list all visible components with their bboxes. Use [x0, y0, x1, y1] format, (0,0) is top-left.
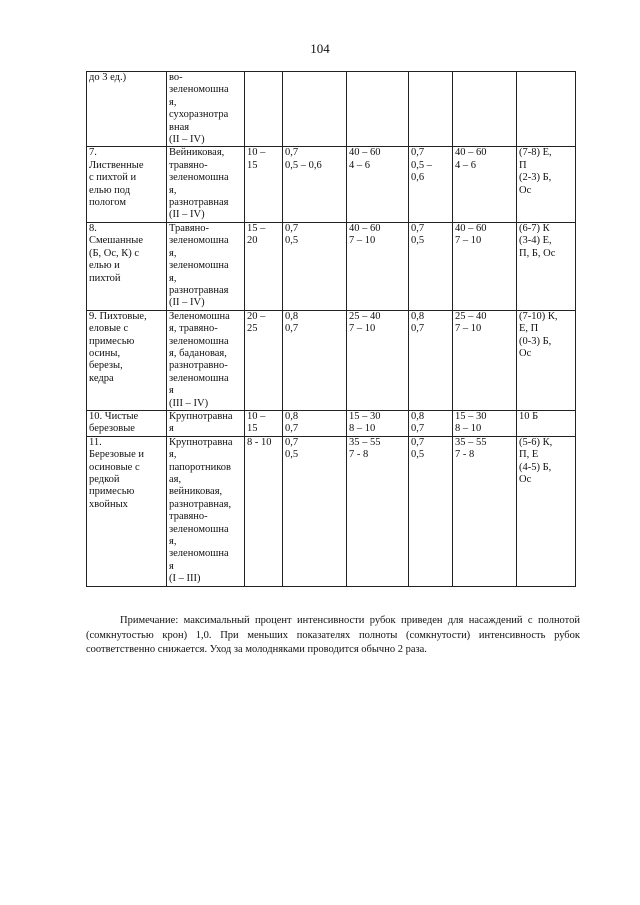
cell-text-line: 7. — [89, 147, 97, 159]
table-cell — [517, 310, 576, 410]
table-row — [87, 222, 576, 310]
table-cell — [283, 436, 347, 586]
table-cell — [283, 222, 347, 310]
cell-text-line: сухоразнотра — [169, 109, 229, 121]
table-cell — [87, 410, 167, 436]
cell-text-line: я, — [169, 184, 177, 196]
cell-text-line: я — [169, 423, 174, 435]
cell-text-line: Ос — [519, 184, 532, 196]
footnote: Примечание: максимальный процент интенсивности рубок приведен для насаждений с полнотой (сомкнутостью крон) 1,0. При меньших показателях полноты (сомкнутости) интенсивность рубок соответственно снижается. Уход за молодняками проводится обычно 2 раза. — [86, 615, 580, 655]
cell-text-line: 25 – 40 — [349, 310, 381, 322]
cell-text-line: (II – IV) — [169, 209, 205, 221]
table-cell — [283, 72, 347, 147]
table-cell — [453, 72, 517, 147]
cell-text-line: разнотравно- — [169, 360, 228, 372]
table-cell — [245, 147, 283, 222]
table-cell — [245, 310, 283, 410]
cell-text-line: травяно- — [169, 511, 208, 523]
table-cell — [453, 222, 517, 310]
page-number: 104 — [310, 41, 330, 56]
table-row — [87, 72, 576, 147]
cell-text-line: 10 – — [247, 147, 266, 159]
table-cell — [409, 410, 453, 436]
cell-text-line: 0,5 — [411, 235, 425, 247]
cell-text-line: 40 – 60 — [349, 222, 381, 234]
cell-text-line: зеленомошна — [169, 335, 229, 347]
table-cell — [283, 310, 347, 410]
table-cell — [409, 72, 453, 147]
cell-text-line: разнотравная — [169, 284, 229, 296]
cell-text-line: пологом — [89, 197, 126, 209]
table-cell — [245, 410, 283, 436]
cell-text-line: (Б, Ос, К) с — [89, 247, 140, 259]
cell-text-line: Вейниковая, — [169, 147, 225, 159]
cell-text-line: Лиственные — [89, 159, 144, 171]
table-cell — [167, 436, 245, 586]
table-cell — [517, 222, 576, 310]
cell-text-line: 7 – 10 — [455, 323, 482, 335]
cell-text-line: Крупнотравна — [169, 436, 233, 448]
cell-text-line: зеленомошна — [169, 548, 229, 560]
cell-text-line: 8 – 10 — [455, 423, 482, 435]
cell-text-line: Крупнотравна — [169, 410, 233, 422]
table-cell — [245, 72, 283, 147]
cell-text-line: 4 – 6 — [349, 159, 370, 171]
table-cell — [347, 410, 409, 436]
cell-text-line: 20 — [247, 235, 258, 247]
cell-text-line: я, — [169, 96, 177, 108]
cell-text-line: (0-3) Б, — [519, 335, 552, 347]
cell-text-line: с пихтой и — [89, 172, 137, 184]
cell-text-line: 7 – 10 — [349, 235, 376, 247]
cell-text-line: я, — [169, 449, 177, 461]
cell-text-line: во- — [169, 72, 183, 83]
cell-text-line: 0,7 — [411, 147, 425, 159]
table-cell — [283, 410, 347, 436]
cell-text-line: 9. Пихтовые, — [89, 310, 147, 322]
cell-text-line: елью под — [89, 184, 131, 196]
cell-text-line: зеленомошна — [169, 172, 229, 184]
cell-text-line: осины, — [89, 347, 121, 359]
table-cell — [167, 410, 245, 436]
cell-text-line: 0,5 – — [411, 159, 432, 171]
cell-text-line: пихтой — [89, 272, 121, 284]
cell-text-line: я, травяно- — [169, 323, 218, 335]
table-cell — [517, 436, 576, 586]
cell-text-line: 8 - 10 — [247, 436, 272, 448]
cell-text-line: вейниковая, — [169, 486, 223, 498]
cell-text-line: Ос — [519, 474, 532, 485]
cell-text-line: редкой — [89, 474, 120, 485]
cell-text-line: 40 – 60 — [455, 222, 487, 234]
cell-text-line: 0,7 — [411, 222, 425, 234]
table-row — [87, 147, 576, 222]
cell-text-line: 15 – 30 — [455, 410, 487, 422]
cell-text-line: 0,8 — [285, 310, 299, 322]
cell-text-line: 0,7 — [285, 222, 299, 234]
table-cell — [245, 222, 283, 310]
cell-text-line: 8 – 10 — [349, 423, 376, 435]
cell-text-line: 0,7 — [285, 147, 299, 159]
table-cell — [167, 222, 245, 310]
cell-text-line: зеленомошна — [169, 84, 229, 96]
table-row — [87, 410, 576, 436]
cell-text-line: (7-8) Е, — [519, 147, 552, 159]
cell-text-line: ая, — [169, 474, 182, 485]
table-cell — [245, 436, 283, 586]
table-cell — [347, 222, 409, 310]
cell-text-line: 0,5 — [285, 235, 299, 247]
table-cell — [409, 147, 453, 222]
cell-text-line: 25 – 40 — [455, 310, 487, 322]
cell-text-line: Е, П — [519, 323, 539, 335]
cell-text-line: 0,7 — [285, 436, 299, 448]
cell-text-line: еловые с — [89, 323, 129, 335]
cell-text-line: 0,5 — [411, 449, 425, 461]
cell-text-line: осиновые с — [89, 461, 140, 473]
cell-text-line: (II – IV) — [169, 297, 205, 309]
cell-text-line: 0,7 — [411, 323, 425, 335]
cell-text-line: 0,7 — [285, 423, 299, 435]
table-cell — [409, 222, 453, 310]
table-cell — [453, 147, 517, 222]
cell-text-line: елью и — [89, 260, 120, 272]
cell-text-line: 11. — [89, 436, 102, 448]
cell-text-line: зеленомошна — [169, 372, 229, 384]
cell-text-line: Зеленомошна — [169, 310, 230, 322]
cell-text-line: Березовые и — [89, 449, 144, 461]
cell-text-line: разнотравная, — [169, 498, 232, 510]
cell-text-line: 40 – 60 — [349, 147, 381, 159]
table-cell — [453, 410, 517, 436]
table-cell — [409, 310, 453, 410]
table-cell — [347, 72, 409, 147]
cell-text-line: Смешанные — [89, 235, 144, 247]
cell-text-line: 15 — [247, 159, 258, 171]
cell-text-line: 0,5 – 0,6 — [285, 159, 322, 171]
cell-text-line: 7 - 8 — [349, 449, 369, 461]
cell-text-line: (5-6) К, — [519, 436, 553, 448]
cell-text-line: 15 — [247, 423, 258, 435]
table-cell — [517, 72, 576, 147]
cell-text-line: 0,7 — [411, 436, 425, 448]
table-cell — [453, 436, 517, 586]
cell-text-line: разнотравная — [169, 197, 229, 209]
cell-text-line: (II – IV) — [169, 134, 205, 146]
table-cell — [409, 436, 453, 586]
cell-text-line: до 3 ед.) — [89, 72, 127, 83]
cell-text-line: П, Б, Ос — [519, 247, 556, 259]
cell-text-line: Ос — [519, 347, 532, 359]
cell-text-line: (III – IV) — [169, 397, 209, 409]
cell-text-line: (2-3) Б, — [519, 172, 552, 184]
forest-care-table — [86, 71, 576, 587]
cell-text-line: я, — [169, 536, 177, 548]
cell-text-line: 7 – 10 — [349, 323, 376, 335]
cell-text-line: 0,7 — [411, 423, 425, 435]
cell-text-line: 15 – 30 — [349, 410, 381, 422]
cell-text-line: березовые — [89, 423, 135, 435]
cell-text-line: я — [169, 560, 174, 572]
cell-text-line: 25 — [247, 323, 258, 335]
cell-text-line: 8. — [89, 222, 97, 234]
cell-text-line: 7 – 10 — [455, 235, 482, 247]
cell-text-line: (7-10) К, — [519, 310, 558, 322]
cell-text-line: 35 – 55 — [455, 436, 487, 448]
table-cell — [347, 436, 409, 586]
table-cell — [87, 310, 167, 410]
cell-text-line: 0,8 — [411, 310, 425, 322]
cell-text-line: (4-5) Б, — [519, 461, 552, 473]
cell-text-line: я, бадановая, — [169, 347, 227, 359]
table-cell — [87, 222, 167, 310]
cell-text-line: 7 - 8 — [455, 449, 475, 461]
cell-text-line: кедра — [89, 372, 114, 384]
table-cell — [87, 436, 167, 586]
cell-text-line: (3-4) Е, — [519, 235, 552, 247]
cell-text-line: я, — [169, 247, 177, 259]
cell-text-line: зеленомошна — [169, 260, 229, 272]
cell-text-line: 10 Б — [519, 410, 539, 422]
cell-text-line: папоротников — [169, 461, 231, 473]
cell-text-line: 20 – — [247, 310, 266, 322]
table-cell — [517, 147, 576, 222]
cell-text-line: вная — [169, 121, 190, 133]
cell-text-line: примесью — [89, 335, 135, 347]
cell-text-line: 35 – 55 — [349, 436, 381, 448]
table-cell — [87, 147, 167, 222]
cell-text-line: я — [169, 385, 174, 397]
cell-text-line: зеленомошна — [169, 235, 229, 247]
cell-text-line: 0,6 — [411, 172, 425, 184]
table-cell — [347, 310, 409, 410]
table-cell — [167, 147, 245, 222]
cell-text-line: (6-7) К — [519, 222, 550, 234]
table-cell — [283, 147, 347, 222]
table-cell — [87, 72, 167, 147]
cell-text-line: 10. Чистые — [89, 410, 139, 422]
cell-text-line: травяно- — [169, 159, 208, 171]
cell-text-line: П — [519, 159, 527, 171]
table-cell — [167, 72, 245, 147]
cell-text-line: 10 – — [247, 410, 266, 422]
table-row — [87, 436, 576, 586]
cell-text-line: 0,5 — [285, 449, 299, 461]
cell-text-line: хвойных — [89, 498, 128, 510]
cell-text-line: (I – III) — [169, 573, 201, 585]
cell-text-line: примесью — [89, 486, 135, 498]
table-cell — [347, 147, 409, 222]
cell-text-line: 0,8 — [411, 410, 425, 422]
cell-text-line: я, — [169, 272, 177, 284]
cell-text-line: П, Е — [519, 449, 539, 461]
cell-text-line: зеленомошна — [169, 523, 229, 535]
cell-text-line: 0,7 — [285, 323, 299, 335]
table-row — [87, 310, 576, 410]
cell-text-line: 40 – 60 — [455, 147, 487, 159]
cell-text-line: 15 – — [247, 222, 266, 234]
table-cell — [517, 410, 576, 436]
cell-text-line: 4 – 6 — [455, 159, 476, 171]
cell-text-line: 0,8 — [285, 410, 299, 422]
table-cell — [453, 310, 517, 410]
table-cell — [167, 310, 245, 410]
cell-text-line: Травяно- — [169, 222, 209, 234]
cell-text-line: березы, — [89, 360, 123, 372]
